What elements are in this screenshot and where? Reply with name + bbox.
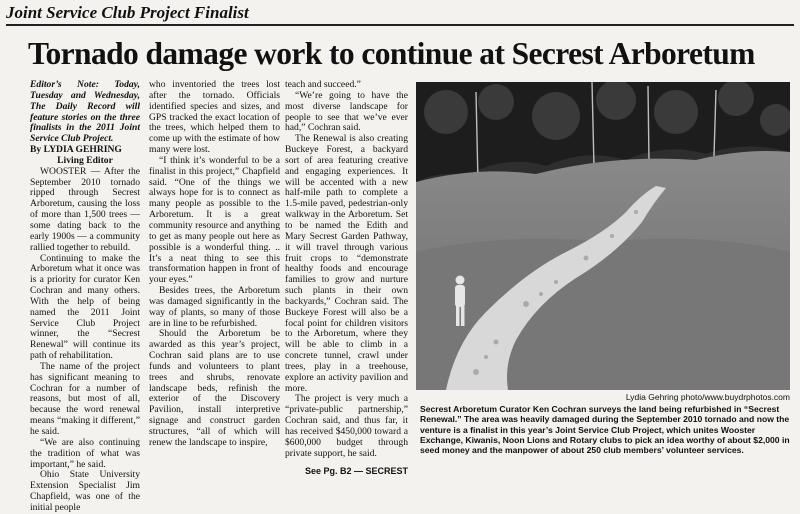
paragraph: “I think it’s wonderful to be a finalist in this project,” Chapfield said. “One of the things we always hope for is to connect as many people as possible to the Arboretum. It is a great community resource and anything to get as many people out here as possible is a wonderful thing. .. It’s a neat thing to see this transformation happen in front of your eyes.” xyxy=(149,154,280,286)
editors-note: Editor’s Note: Today, Tuesday and Wednesday, The Daily Record will feature stories on the three finalists in the 2011 Joint Service Club Project. xyxy=(30,79,140,145)
photo-illustration xyxy=(416,82,790,390)
paragraph: who inventoried the trees lost after the tornado. Officials identified species and sizes, and GPS tracked the exact location of the trees, which helped them to come up with the estimate of how many were lost. xyxy=(149,79,280,156)
paragraph: Ohio State University Extension Specialist Jim Chapfield, was one of the initial people xyxy=(30,469,140,513)
arboretum-photo xyxy=(416,82,790,390)
photo-credit: Lydia Gehring photo/www.buydrphotos.com xyxy=(625,392,790,402)
article-column-1 xyxy=(30,80,140,514)
paragraph: “We are also continuing the tradition of what was important,” he said. xyxy=(30,436,140,470)
byline: By LYDIA GEHRING xyxy=(30,144,122,156)
paragraph: teach and succeed.” xyxy=(285,79,361,90)
headline: Tornado damage work to continue at Secrest Arboretum xyxy=(28,36,755,71)
article-column-3 xyxy=(285,80,408,476)
paragraph: WOOSTER — After the September 2010 tornado ripped through Secrest Arboretum, causing the loss of more than 1,500 trees — some dating back to the early 1900s — a community rallied together to rebuild. xyxy=(30,165,140,253)
paragraph: Besides trees, the Arboretum was damaged significantly in the way of plants, so many of those are in line to be refurbished. xyxy=(149,285,280,329)
paragraph: The name of the project has significant meaning to Cochran for a number of reasons, but most of all, because the word renewal means “making it different,” he said. xyxy=(30,360,140,437)
paragraph: The Renewal is also creating Buckeye Forest, a backyard sort of area featuring creative and engaging experiences. It will be accented with a new half-mile path to complete a 1.5-mile paved, pedestrian-only walkway in the Arboretum. Set to be named the Edith and Mary Secrest Garden Pathway, it will travel through various fruit crops to “demonstrate healthy foods and encourage families to grow and nurture such plants in their own backyards,” Cochran said. The Buckeye Forest will also be a focal point for children visitors to the Arboretum, where they will be able to climb in a concrete tunnel, crawl under trees, play in a treehouse, explore an activity pavilion and more. xyxy=(285,133,408,394)
paragraph: “We’re going to have the most diverse landscape for people to see that we’ve ever had,” Cochran said. xyxy=(285,89,408,134)
paragraph: The project is very much a “private-public partnership,” Cochran said, and thus far, it has received $450,000 toward a $600,000 budget through private support, he said. xyxy=(285,393,408,459)
kicker-text: Joint Service Club Project Finalist xyxy=(6,3,249,22)
article-column-2 xyxy=(149,80,280,449)
paragraph: Continuing to make the Arboretum what it once was is a priority for curator Ken Cochran and many others. With the help of being named the 2011 Joint Service Club Project winner, the “Secrest Renewal” will continue its path of rehabilitation. xyxy=(30,252,140,362)
byline-title: Living Editor xyxy=(57,154,113,166)
jump-line: See Pg. B2 — SECREST xyxy=(304,465,408,476)
paragraph: Should the Arboretum be awarded as this year’s project, Cochran said plans are to use funds and volunteers to plant trees and shrubs, renovate landscape beds, refinish the exterior of the Discovery Pavilion, install interpretive signage and construct garden structures, “all of which will renew the landscape to inspire, xyxy=(149,328,280,448)
section-kicker xyxy=(6,2,794,26)
photo-caption: Secrest Arboretum Curator Ken Cochran surveys the land being refurbished in “Secrest Renewal.” The area was heavily damaged during the September 2010 tornado and now the venture is a finalist in this year’s Joint Service Club Project, which unites Wooster Exchange, Kiwanis, Noon Lions and Rotary clubs to pick an idea worthy of about $2,000 in seed money and the manpower of about 250 club members’ volunteer services. xyxy=(420,404,790,456)
